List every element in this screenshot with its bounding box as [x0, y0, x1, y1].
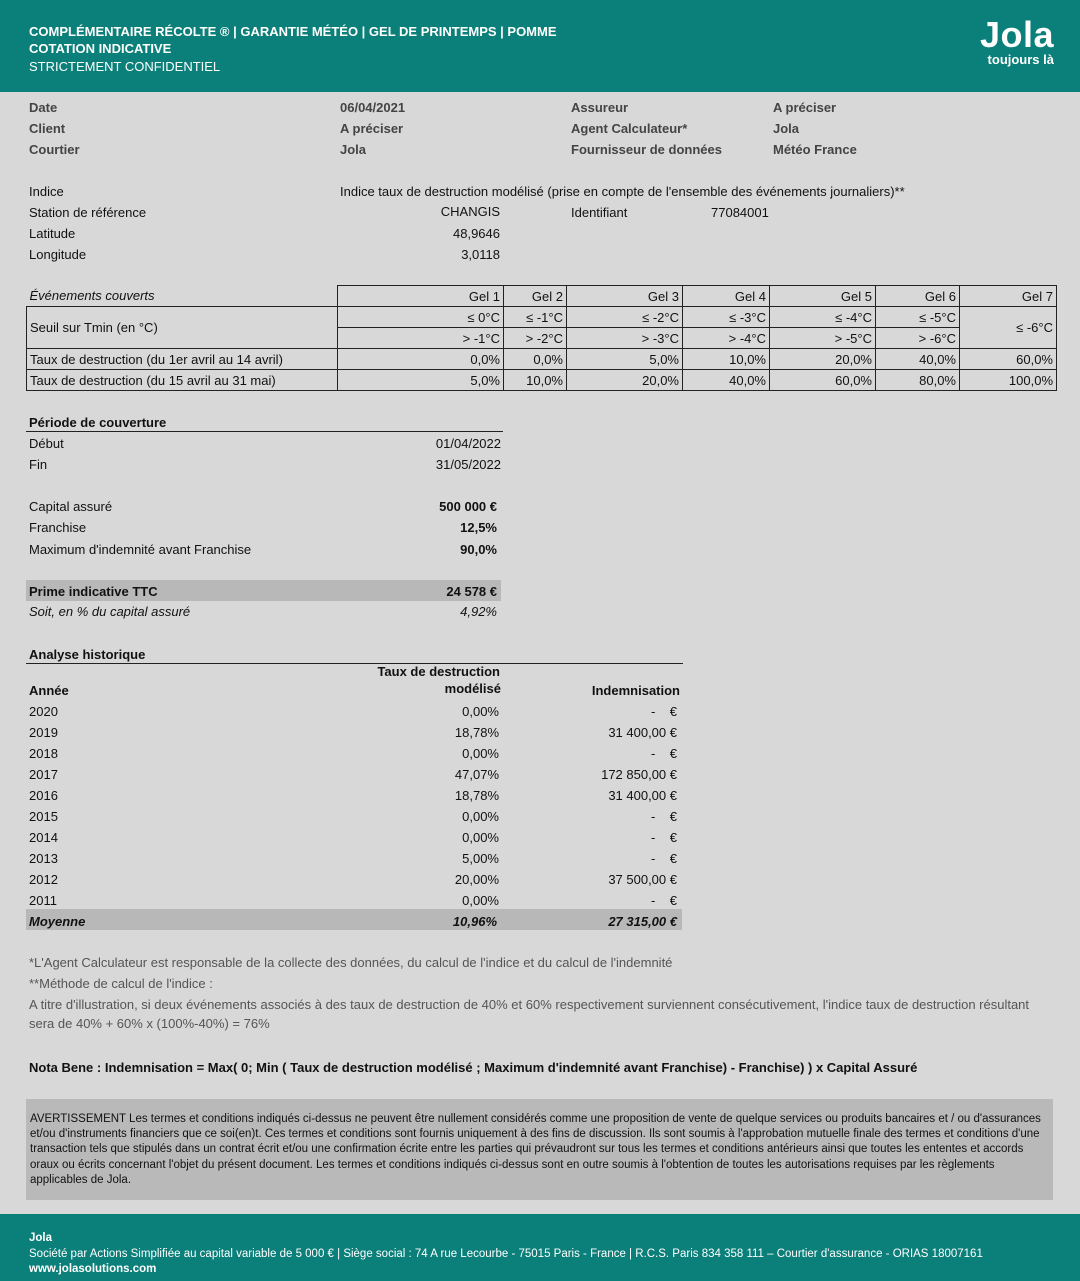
client-value: A préciser — [340, 121, 404, 136]
moyenne-indem: 27 315,00 € — [608, 914, 677, 929]
seuil-gt-cell: > -5°C — [770, 328, 876, 349]
footer-legal: Société par Actions Simplifiée au capital variable de 5 000 € | Siège social : 74 A rue Lecourbe - 75015 Paris - France | R.C.S. Paris 834 358 111 – Courtier d'assurance - ORIAS 18007161 — [29, 1248, 983, 1260]
events-header-label: Événements couverts — [27, 286, 338, 307]
assureur-value: A préciser — [773, 100, 837, 115]
history-year: 2015 — [29, 809, 58, 824]
seuil-le-cell: ≤ -6°C — [960, 307, 1057, 349]
coverage-title-underline — [26, 431, 503, 432]
rate1-row — [27, 349, 1057, 370]
history-year: 2014 — [29, 830, 58, 845]
note-example-line2: sera de 40% + 60% x (100%-40%) = 76% — [29, 1016, 270, 1031]
seuil-le-cell: ≤ -1°C — [504, 307, 567, 328]
rate2-cell: 40,0% — [683, 370, 770, 391]
rate1-cell: 5,0% — [567, 349, 683, 370]
event-col-name: Gel 1 — [338, 286, 504, 307]
history-indemnisation: 31 400,00 € — [608, 725, 677, 740]
moyenne-rate: 10,96% — [452, 914, 497, 929]
history-indemnisation: - € — [650, 893, 677, 908]
longitude-label: Longitude — [29, 247, 87, 262]
history-rate: 0,00% — [462, 809, 499, 824]
rate1-label: Taux de destruction (du 1er avril au 14 avril) — [27, 349, 338, 370]
rate2-cell: 10,0% — [504, 370, 567, 391]
seuil-gt-cell: > -1°C — [338, 328, 504, 349]
history-indemnisation: - € — [650, 851, 677, 866]
note-agent: *L'Agent Calculateur est responsable de la collecte des données, du calcul de l'indice et du calcul de l'indemnité — [29, 955, 673, 970]
capital-value: 500 000 € — [439, 499, 497, 514]
seuil-le-cell: ≤ -5°C — [876, 307, 960, 328]
history-col-rate-line1: Taux de destruction — [377, 664, 500, 679]
client-label: Client — [29, 121, 66, 136]
event-col-name: Gel 6 — [876, 286, 960, 307]
seuil-le-cell: ≤ -4°C — [770, 307, 876, 328]
seuil-gt-cell: > -2°C — [504, 328, 567, 349]
franchise-label: Franchise — [29, 520, 87, 535]
fournisseur-value: Météo France — [773, 142, 857, 157]
rate1-cell: 0,0% — [504, 349, 567, 370]
note-method: **Méthode de calcul de l'indice : — [29, 976, 213, 991]
debut-value: 01/04/2022 — [435, 436, 501, 451]
history-col-year: Année — [29, 683, 69, 698]
document-subtitle: COTATION INDICATIVE — [29, 41, 172, 56]
history-col-rate-line2: modélisé — [444, 681, 501, 696]
indice-label: Indice — [29, 184, 64, 199]
moyenne-label: Moyenne — [29, 914, 86, 929]
station-label: Station de référence — [29, 205, 147, 220]
coverage-title: Période de couverture — [29, 415, 167, 430]
station-value: CHANGIS — [440, 204, 500, 219]
rate1-cell: 0,0% — [338, 349, 504, 370]
events-header-row — [27, 286, 1057, 307]
history-rate: 18,78% — [454, 788, 499, 803]
rate2-cell: 100,0% — [960, 370, 1057, 391]
history-rate: 0,00% — [462, 704, 499, 719]
max-indemnite-value: 90,0% — [460, 542, 497, 557]
agent-value: Jola — [773, 121, 800, 136]
history-year: 2016 — [29, 788, 58, 803]
indice-value: Indice taux de destruction modélisé (prise en compte de l'ensemble des événements journaliers)** — [340, 184, 905, 199]
identifiant-value: 77084001 — [711, 205, 769, 220]
header-bar — [0, 0, 1080, 92]
event-col-name: Gel 3 — [567, 286, 683, 307]
history-indemnisation: - € — [650, 746, 677, 761]
note-example-line1: A titre d'illustration, si deux événements associés à des taux de destruction de 40% et 60% respectivement surviennent consécutivement, l'indice taux de destruction résultant — [29, 997, 1030, 1012]
courtier-label: Courtier — [29, 142, 80, 157]
latitude-value: 48,9646 — [453, 226, 500, 241]
prime-value: 24 578 € — [446, 584, 497, 599]
assureur-label: Assureur — [571, 100, 629, 115]
history-col-indem: Indemnisation — [591, 683, 680, 698]
history-indemnisation: - € — [650, 809, 677, 824]
document-title: COMPLÉMENTAIRE RÉCOLTE ® | GARANTIE MÉTÉO | GEL DE PRINTEMPS | POMME — [29, 24, 557, 39]
rate2-row — [27, 370, 1057, 391]
capital-label: Capital assuré — [29, 499, 113, 514]
history-year: 2019 — [29, 725, 58, 740]
seuil-le-cell: ≤ -3°C — [683, 307, 770, 328]
history-title: Analyse historique — [29, 647, 146, 662]
history-year: 2018 — [29, 746, 58, 761]
logo-tagline: toujours là — [987, 52, 1054, 67]
rate2-label: Taux de destruction (du 15 avril au 31 mai) — [27, 370, 338, 391]
longitude-value: 3,0118 — [461, 247, 500, 262]
seuil-gt-cell: > -6°C — [876, 328, 960, 349]
history-rate: 18,78% — [454, 725, 499, 740]
identifiant-label: Identifiant — [571, 205, 628, 220]
history-indemnisation: 172 850,00 € — [601, 767, 677, 782]
seuil-row-1 — [27, 307, 1057, 328]
history-rate: 0,00% — [462, 746, 499, 761]
history-indemnisation: 37 500,00 € — [608, 872, 677, 887]
date-value: 06/04/2021 — [340, 100, 406, 115]
rate2-cell: 80,0% — [876, 370, 960, 391]
debut-label: Début — [29, 436, 64, 451]
footer-bar — [0, 1214, 1080, 1281]
courtier-value: Jola — [340, 142, 367, 157]
history-year: 2017 — [29, 767, 58, 782]
history-year: 2011 — [29, 893, 57, 908]
seuil-gt-cell: > -4°C — [683, 328, 770, 349]
agent-label: Agent Calculateur* — [571, 121, 688, 136]
history-indemnisation: 31 400,00 € — [608, 788, 677, 803]
latitude-label: Latitude — [29, 226, 76, 241]
warning-box: AVERTISSEMENT Les termes et conditions indiqués ci-dessus ne peuvent être nullement considérés comme une proposition de vente de quelque services ou produits bancaires et / ou d'assurances et/ou d'instruments financiers que ce soi(en)t. Ces termes et conditions sont fournis uniquement à des fins de discussion. Ils sont soumis à l'approbation mutuelle finale des termes et conditions d'une transaction tels que stipulés dans un contrat écrit et/ou une confirmation écrite entre les parties qui prévaudront sur tous les termes et conditions antérieurs ainsi que toutes les ententes et accords oraux ou écrits concernant l'objet du présent document. Les termes et conditions indiqués ci-dessus sont en outre soumis à l'obtention de toutes les autorisations requises par les règlements applicables de Jola. — [26, 1099, 1053, 1200]
rate1-cell: 20,0% — [770, 349, 876, 370]
rate2-cell: 60,0% — [770, 370, 876, 391]
event-col-name: Gel 5 — [770, 286, 876, 307]
fin-label: Fin — [29, 457, 48, 472]
fournisseur-label: Fournisseur de données — [571, 142, 722, 157]
history-rate: 5,00% — [462, 851, 499, 866]
seuil-gt-cell: > -3°C — [567, 328, 683, 349]
fin-value: 31/05/2022 — [435, 457, 501, 472]
history-rate: 20,00% — [454, 872, 499, 887]
events-table — [26, 285, 1057, 391]
event-col-name: Gel 7 — [960, 286, 1057, 307]
history-rate: 0,00% — [462, 893, 499, 908]
seuil-label: Seuil sur Tmin (en °C) — [27, 307, 338, 349]
history-indemnisation: - € — [650, 830, 677, 845]
rate2-cell: 5,0% — [338, 370, 504, 391]
footer-company: Jola — [29, 1232, 53, 1244]
history-year: 2013 — [29, 851, 58, 866]
event-col-name: Gel 2 — [504, 286, 567, 307]
history-indemnisation: - € — [650, 704, 677, 719]
soit-value: 4,92% — [460, 604, 497, 619]
logo-word: Jola — [979, 14, 1054, 55]
max-indemnite-label: Maximum d'indemnité avant Franchise — [29, 542, 252, 557]
history-year: 2020 — [29, 704, 58, 719]
rate2-cell: 20,0% — [567, 370, 683, 391]
rate1-cell: 60,0% — [960, 349, 1057, 370]
history-year: 2012 — [29, 872, 58, 887]
soit-label: Soit, en % du capital assuré — [29, 604, 191, 619]
rate1-cell: 40,0% — [876, 349, 960, 370]
event-col-name: Gel 4 — [683, 286, 770, 307]
confidentiality-label: STRICTEMENT CONFIDENTIEL — [29, 59, 221, 74]
prime-label: Prime indicative TTC — [29, 584, 158, 599]
nota-bene: Nota Bene : Indemnisation = Max( 0; Min ( Taux de destruction modélisé ; Maximum d'indemnité avant Franchise) - Franchise) ) x Capital Assuré — [29, 1060, 918, 1075]
rate1-cell: 10,0% — [683, 349, 770, 370]
footer-website[interactable]: www.jolasolutions.com — [29, 1263, 157, 1275]
history-rate: 0,00% — [462, 830, 499, 845]
history-rate: 47,07% — [454, 767, 499, 782]
jola-logo — [980, 16, 1054, 67]
franchise-value: 12,5% — [460, 520, 497, 535]
seuil-le-cell: ≤ 0°C — [338, 307, 504, 328]
sheet-background — [0, 92, 1080, 1214]
seuil-le-cell: ≤ -2°C — [567, 307, 683, 328]
date-label: Date — [29, 100, 58, 115]
